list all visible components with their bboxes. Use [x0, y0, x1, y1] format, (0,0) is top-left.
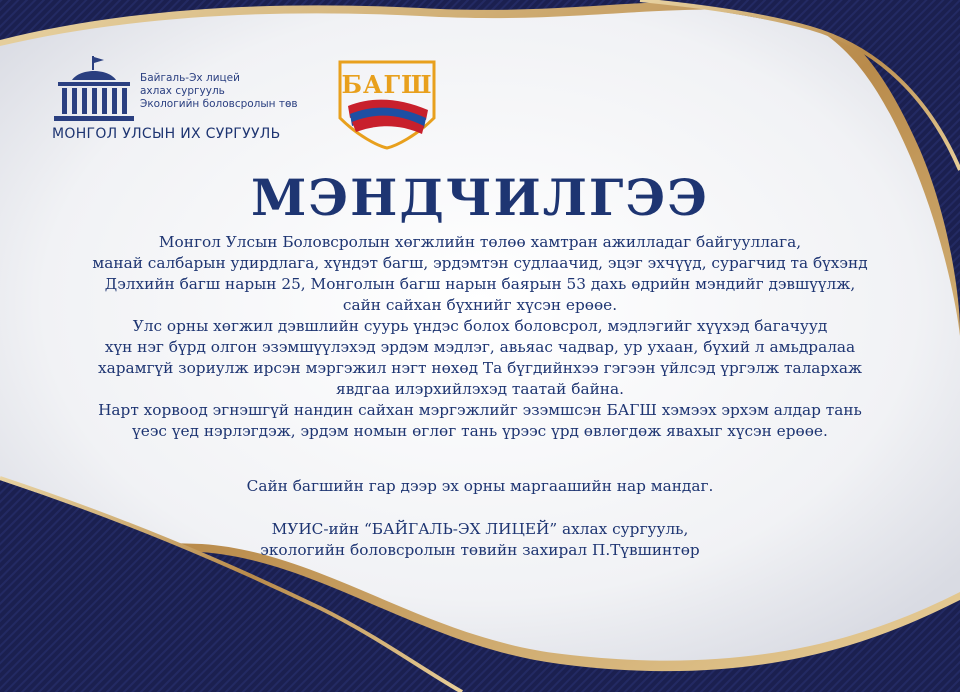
signature-line: МУИС-ийн “БАЙГАЛЬ-ЭХ ЛИЦЕЙ” ахлах сургууль,: [271, 520, 689, 538]
body-line: явдгаа илэрхийлэхэд таатай байна.: [336, 380, 624, 398]
university-logo: [52, 56, 332, 146]
logo-subtitle-line: ахлах сургууль: [140, 85, 225, 97]
body-line: Нарт хорвоод эгнэшгүй нандин сайхан мэргэжлийг эзэмшсэн БАГШ хэмээх эрхэм алдар тань: [98, 401, 862, 419]
body-line: Улс орны хөгжил дэвшлийн суурь үндэс болох боловсрол, мэдлэгийг хүүхэд багачууд: [132, 317, 828, 335]
greeting-body: [0, 232, 960, 442]
logo-subtitle-line: Экологийн боловсролын төв: [140, 98, 298, 110]
body-line: манай салбарын удирдлага, хүндэт багш, эрдэмтэн судлаачид, эцэг эхчүүд, сурагчид та бүхэнд: [92, 254, 868, 272]
greeting-title: МЭНДЧИЛГЭЭ: [251, 168, 709, 227]
university-name: МОНГОЛ УЛСЫН ИХ СУРГУУЛЬ: [52, 126, 281, 142]
closing-line: Сайн багшийн гар дээр эх орны маргаашийн нар мандаг.: [246, 477, 714, 495]
body-line: Монгол Улсын Боловсролын хөгжлийн төлөө хамтран ажилладаг байгууллага,: [158, 233, 802, 251]
logo-subtitle-line: Байгаль-Эх лицей: [140, 72, 240, 84]
teacher-badge-logo: [336, 58, 438, 150]
body-line: хүн нэг бүрд олгон эзэмшүүлэхэд эрдэм мэдлэг, авьяас чадвар, ур ухаан, бүхий л амьдралаа: [104, 338, 856, 356]
university-building-icon: [52, 56, 136, 124]
body-line: сайн сайхан бүхнийг хүсэн ерөөе.: [342, 296, 618, 314]
body-line: үеэс үед нэрлэгдэж, эрдэм номын өглөг тань үрээс үрд өвлөгдөж явахыг хүсэн ерөөе.: [132, 422, 828, 440]
body-line: харамгүй зориулж ирсэн мэргэжил нэгт нөхөд Та бүгдийнхээ гэгээн үйлсэд үргэлж талархаж: [97, 359, 863, 377]
signature-line: экологийн боловсролын төвийн захирал П.Түвшинтөр: [260, 541, 700, 559]
body-line: Дэлхийн багш нарын 25, Монголын багш нарын баярын 53 дахь өдрийн мэндийг дэвшүүлж,: [104, 275, 856, 293]
badge-label: БАГШ: [341, 70, 433, 99]
signature-block: [0, 519, 960, 561]
